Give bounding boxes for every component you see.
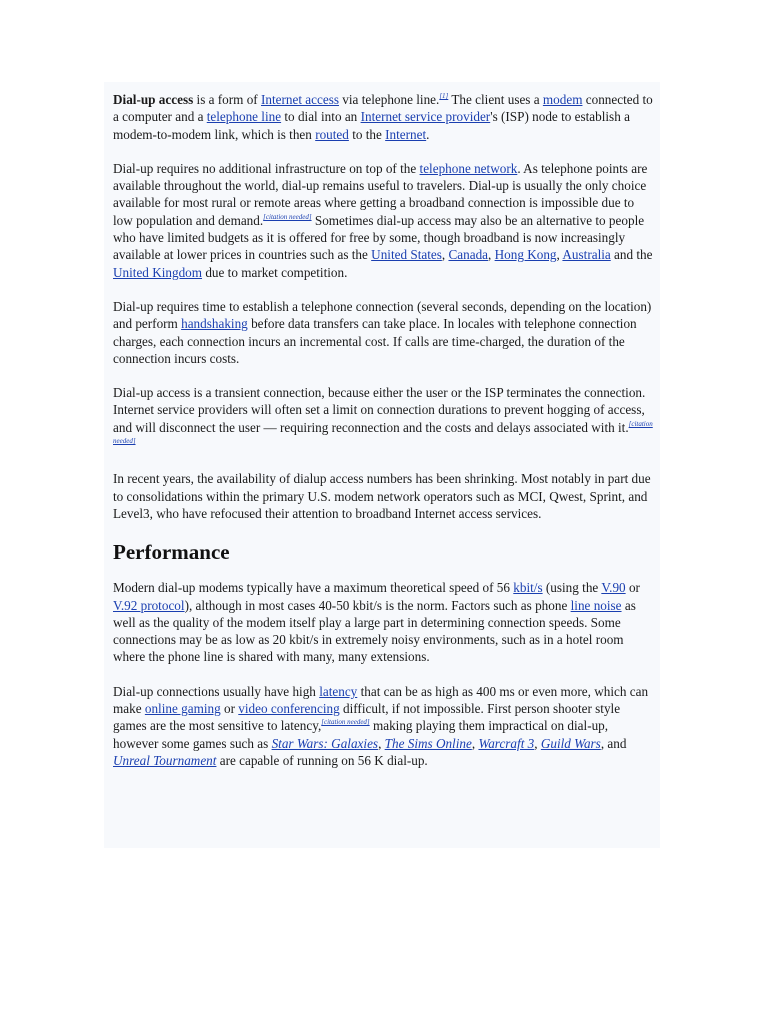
- link-online-gaming[interactable]: online gaming: [144, 701, 221, 717]
- article-content: [113, 91, 653, 786]
- text: ,: [441, 247, 449, 263]
- text: ,: [378, 735, 385, 751]
- citation-needed-link[interactable]: [citation needed]: [321, 718, 370, 727]
- section-heading-performance: Performance: [113, 540, 230, 565]
- text: Dial-up access is a transient connection, because either the user or the ISP terminates the connection. Internet service providers will often set a limit on connection durations to prevent hogging of access, and will disconnect the user — requiring reconnection and the costs and delays associated with it.: [113, 385, 646, 435]
- text: are capable of running on 56 K dial-up.: [216, 752, 428, 768]
- link-united-kingdom[interactable]: United Kingdom: [113, 264, 203, 280]
- citation-needed-link[interactable]: [citation needed]: [263, 212, 312, 221]
- link-the-sims-online[interactable]: The Sims Online: [384, 735, 472, 751]
- text: The client uses a: [448, 92, 543, 107]
- citation-needed: [321, 718, 369, 726]
- paragraph-infrastructure: [113, 160, 653, 281]
- paragraph-transient: [113, 384, 653, 453]
- link-australia[interactable]: Australia: [562, 247, 611, 263]
- text: as well as the quality of the modem itself play a large part in determining connection speeds. Some connections may be as low as 20 kbit/s in extremely noisy environments, such as in a hotel room where the phone line is shared with many, many extensions.: [113, 597, 636, 665]
- paragraph-recent-years: [113, 470, 653, 522]
- link-warcraft-3[interactable]: Warcraft 3: [478, 735, 535, 751]
- text: . As telephone points are available throughout the world, dial-up remains useful to travelers. Dial-up is usually the only choice available for most rural or remote areas where getting a broadband connection is impossible due to low population and demand.: [113, 160, 648, 228]
- text: via telephone line.: [338, 92, 440, 107]
- link-internet-service-provider[interactable]: Internet service provider: [360, 109, 491, 125]
- link-unreal-tournament[interactable]: Unreal Tournament: [113, 752, 217, 768]
- link-telephone-network[interactable]: telephone network: [419, 160, 518, 176]
- text: or: [220, 701, 239, 717]
- text: due to market competition.: [202, 264, 348, 280]
- link-hong-kong[interactable]: Hong Kong: [494, 247, 557, 263]
- link-v90[interactable]: V.90: [601, 580, 626, 596]
- paragraph-modem-speed: [113, 579, 653, 665]
- text: .: [426, 126, 430, 142]
- link-v92-protocol[interactable]: V.92 protocol: [113, 597, 185, 613]
- text: ,: [556, 247, 563, 263]
- text: (using the: [542, 580, 602, 596]
- text: connected to a computer and a: [113, 92, 653, 125]
- text: ,: [488, 247, 495, 263]
- link-handshaking[interactable]: handshaking: [181, 316, 248, 332]
- paragraph-intro: [113, 91, 653, 143]
- text: , and: [600, 735, 627, 751]
- link-canada[interactable]: Canada: [448, 247, 489, 263]
- text: ,: [534, 735, 541, 751]
- article-panel: [104, 82, 660, 848]
- text: ,: [471, 735, 479, 751]
- text: Dial-up requires time to establish a telephone connection (several seconds, depending on the location) and perform: [113, 298, 652, 332]
- article-term: Dial-up access: [113, 92, 194, 107]
- link-internet[interactable]: Internet: [385, 126, 427, 142]
- text: making playing them impractical on dial-up, however some games such as: [113, 718, 609, 751]
- link-video-conferencing[interactable]: video conferencing: [238, 701, 340, 717]
- text: 's (ISP) node to establish a modem-to-modem link, which is then: [113, 109, 630, 142]
- link-united-states[interactable]: United States: [371, 247, 442, 263]
- text: or: [625, 580, 640, 596]
- text: that can be as high as 400 ms or even more, which can make: [113, 683, 649, 717]
- link-latency[interactable]: latency: [319, 683, 358, 699]
- text: to dial into an: [281, 109, 361, 125]
- reference-1: [439, 92, 448, 100]
- text: Dial-up requires no additional infrastructure on top of the: [113, 160, 420, 176]
- link-telephone-line[interactable]: telephone line: [206, 109, 282, 125]
- paragraph-latency: [113, 683, 653, 769]
- link-kbit-s[interactable]: kbit/s: [513, 580, 543, 596]
- text: Modern dial-up modems typically have a maximum theoretical speed of 56: [113, 580, 514, 596]
- text: difficult, if not impossible. First person shooter style games are the most sensitive to latency,: [113, 701, 621, 734]
- text: ), although in most cases 40-50 kbit/s is the norm. Factors such as phone: [184, 597, 571, 613]
- text: and the: [610, 247, 653, 263]
- citation-needed-link[interactable]: [citation needed]: [113, 419, 653, 446]
- link-internet-access[interactable]: Internet access: [261, 92, 339, 107]
- link-star-wars-galaxies[interactable]: Star Wars: Galaxies: [271, 735, 379, 751]
- text: before data transfers can take place. In locales with telephone connection charges, each connection incurs an incremental cost. If calls are time-charged, the duration of the connection incurs costs.: [113, 316, 637, 366]
- text: In recent years, the availability of dialup access numbers has been shrinking. Most notably in part due to consolidations within the primary U.S. modem network operators such as MCI, Qwest, Sprint, and Level3, who have refocused their attention to broadband Internet access services.: [113, 471, 651, 521]
- citation-needed: [263, 213, 311, 221]
- link-modem[interactable]: modem: [542, 92, 583, 107]
- reference-link-1[interactable]: [1]: [439, 92, 449, 100]
- paragraph-connection-time: [113, 298, 653, 367]
- text: Sometimes dial-up access may also be an alternative to people who have limited budgets as it is offered for free by some, though broadband is now increasingly available at lower prices in countries such as the: [113, 212, 645, 263]
- link-guild-wars[interactable]: Guild Wars: [540, 735, 601, 751]
- link-line-noise[interactable]: line noise: [570, 597, 622, 613]
- text: is a form of: [193, 92, 261, 107]
- link-routed[interactable]: routed: [315, 126, 349, 142]
- text: to the: [348, 126, 386, 142]
- text: Dial-up connections usually have high: [113, 683, 320, 699]
